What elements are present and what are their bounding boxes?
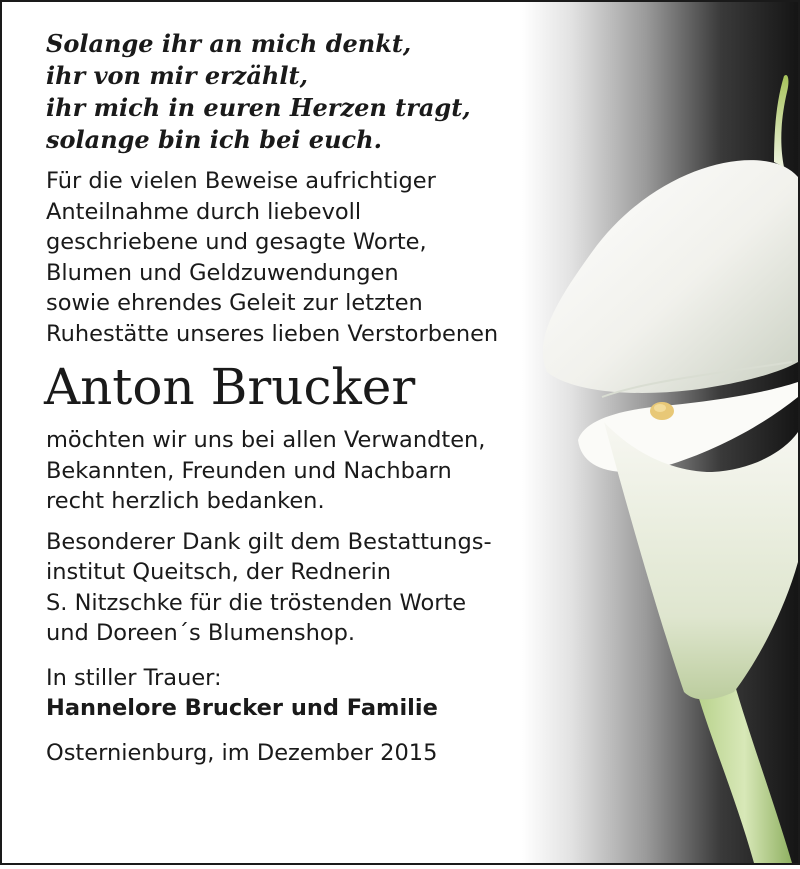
text-line: Besonderer Dank gilt dem Bestattungs- <box>46 528 492 555</box>
text-line: S. Nitzschke für die tröstenden Worte <box>46 589 467 616</box>
text-line: Blumen und Geldzuwendungen <box>46 259 399 286</box>
place-date: Osternienburg, im Dezember 2015 <box>46 739 438 766</box>
mourning-label: In stiller Trauer: <box>46 664 222 691</box>
text-line: Bekannten, Freunden und Nachbarn <box>46 457 452 484</box>
poem <box>46 28 526 156</box>
text-line: Für die vielen Beweise aufrichtiger <box>46 168 436 194</box>
thanks-paragraph-2 <box>46 425 526 517</box>
poem-line: ihr von mir erzählt, <box>46 61 308 90</box>
poem-line: Solange ihr an mich denkt, <box>46 29 412 58</box>
text-line: Ruhestätte unseres lieben Verstorbenen <box>46 320 499 347</box>
text-line: und Doreen´s Blumenshop. <box>46 620 356 646</box>
text-line: geschriebene und gesagte Worte, <box>46 229 427 255</box>
text-line: möchten wir uns bei allen Verwandten, <box>46 427 486 453</box>
poem-line: ihr mich in euren Herzen tragt, <box>46 93 471 122</box>
text-line: sowie ehrendes Geleit zur letzten <box>46 290 423 316</box>
thanks-paragraph-1 <box>46 166 526 349</box>
deceased-name: Anton Brucker <box>44 358 416 416</box>
text-line: recht herzlich bedanken. <box>46 488 325 514</box>
text-line: Anteilnahme durch liebevoll <box>46 198 362 225</box>
poem-line: solange bin ich bei euch. <box>46 125 382 154</box>
thanks-paragraph-3 <box>46 527 526 649</box>
signature-block <box>46 663 526 724</box>
calla-lily-image <box>522 2 798 863</box>
signer-name: Hannelore Brucker und Familie <box>46 695 438 721</box>
text-column <box>46 28 526 768</box>
text-line: institut Queitsch, der Rednerin <box>46 559 392 585</box>
